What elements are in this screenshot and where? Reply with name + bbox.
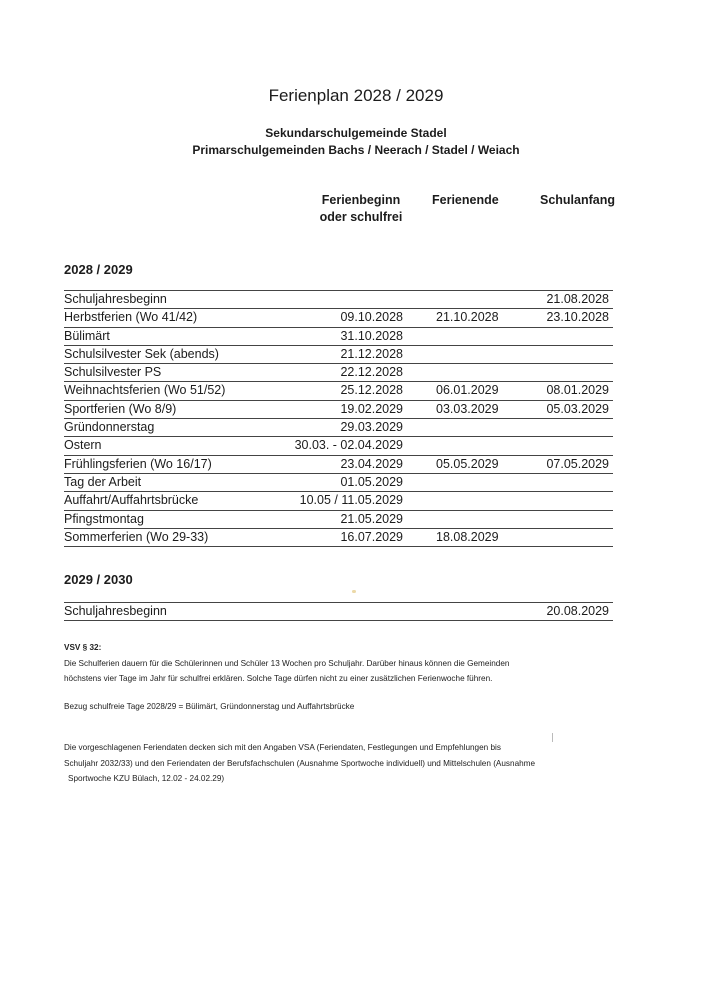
column-header-start-line2: oder schulfrei	[319, 210, 403, 224]
row-start-date: 22.12.2028	[340, 365, 403, 380]
table-row	[64, 309, 613, 327]
column-header-end: Ferienende	[432, 193, 499, 207]
row-start-date: 23.04.2029	[340, 456, 403, 471]
vsa-text-line: Die vorgeschlagenen Feriendaten decken sich mit den Angaben VSA (Feriendaten, Festlegungen und Empfehlungen bis	[64, 743, 501, 752]
table-row	[64, 474, 613, 492]
row-start-date: 16.07.2029	[340, 529, 403, 544]
row-label: Schulsilvester Sek (abends)	[64, 346, 219, 361]
table-row	[64, 346, 613, 364]
column-header-school-start: Schulanfang	[540, 193, 616, 207]
vsa-text-line: Sportwoche KZU Bülach, 12.02 - 24.02.29)	[68, 774, 225, 783]
bezug-note: Bezug schulfreie Tage 2028/29 = Bülimärt, Gründonnerstag und Auffahrtsbrücke	[64, 702, 355, 711]
row-end-date: 03.03.2029	[436, 401, 499, 416]
vsv-text-line: Die Schulferien dauern für die Schülerinnen und Schüler 13 Wochen pro Schuljahr. Darüber hinaus können die Gemeinden	[64, 658, 510, 668]
row-start-date: 19.02.2029	[340, 401, 403, 416]
row-label: Frühlingsferien (Wo 16/17)	[64, 456, 212, 471]
row-school-start: 07.05.2029	[546, 456, 609, 471]
subtitle-primary-schools: Primarschulgemeinden Bachs / Neerach / Stadel / Weiach	[192, 143, 520, 157]
table-row	[64, 602, 613, 621]
table-row	[64, 492, 613, 510]
table-row	[64, 529, 613, 547]
vsv-heading: VSV § 32:	[64, 643, 102, 652]
row-label: Tag der Arbeit	[64, 474, 142, 489]
row-end-date: 18.08.2029	[436, 529, 499, 544]
row-school-start: 08.01.2029	[546, 383, 609, 398]
row-start-date: 29.03.2029	[340, 420, 403, 435]
paper-speck	[352, 590, 356, 593]
page-title: Ferienplan 2028 / 2029	[268, 86, 444, 105]
row-label: Ostern	[64, 438, 102, 453]
vsv-note	[64, 640, 509, 687]
table-row	[64, 328, 613, 346]
row-label: Pfingstmontag	[64, 511, 144, 526]
holiday-table-2029-2030	[64, 602, 613, 621]
row-label: Sommerferien (Wo 29-33)	[64, 529, 209, 544]
section-title-2028-2029: 2028 / 2029	[64, 262, 133, 277]
row-start-date: 25.12.2028	[340, 383, 403, 398]
table-row	[64, 364, 613, 382]
row-label: Auffahrt/Auffahrtsbrücke	[64, 493, 199, 508]
row-label: Bülimärt	[64, 328, 110, 343]
row-start-date: 01.05.2029	[340, 474, 403, 489]
vsa-text-line: Schuljahr 2032/33) und den Feriendaten der Berufsfachschulen (Ausnahme Sportwoche individuell) und Mittelschulen (Ausnahme	[64, 758, 536, 768]
row-school-start: 21.08.2028	[546, 292, 609, 306]
row-start-date: 31.10.2028	[340, 328, 403, 343]
table-row	[64, 511, 613, 529]
row-school-start: 23.10.2028	[546, 310, 609, 325]
subtitle-secondary-school: Sekundarschulgemeinde Stadel	[265, 126, 447, 140]
row-label: Gründonnerstag	[64, 420, 155, 435]
table-row	[64, 382, 613, 400]
row-start-date: 21.05.2029	[340, 511, 403, 526]
column-header-start	[316, 192, 406, 226]
row-label: Schulsilvester PS	[64, 365, 162, 380]
row-start-date: 21.12.2028	[340, 346, 403, 361]
row-start-date: 09.10.2028	[340, 310, 403, 325]
row-label: Sportferien (Wo 8/9)	[64, 401, 177, 416]
table-row	[64, 437, 613, 455]
row-end-date: 06.01.2029	[436, 383, 499, 398]
row-end-date: 05.05.2029	[436, 456, 499, 471]
row-label: Herbstferien (Wo 41/42)	[64, 310, 198, 325]
table-row	[64, 290, 613, 309]
row-label: Schuljahresbeginn	[64, 292, 167, 306]
holiday-table-2028-2029	[64, 290, 613, 547]
row-label: Weihnachtsferien (Wo 51/52)	[64, 383, 226, 398]
table-row	[64, 456, 613, 474]
row-school-start: 05.03.2029	[546, 401, 609, 416]
row-start-date: 30.03. - 02.04.2029	[294, 438, 403, 453]
row-end-date: 21.10.2028	[436, 310, 499, 325]
scan-mark	[552, 733, 553, 742]
row-start-date: 10.05 / 11.05.2029	[299, 493, 403, 508]
table-row	[64, 419, 613, 437]
vsv-text-line: höchstens vier Tage im Jahr für schulfrei erklären. Solche Tage dürfen nicht zu einer zusätzlichen Ferienwoche führen.	[64, 674, 493, 683]
column-header-start-line1: Ferienbeginn	[321, 193, 401, 207]
vsa-note	[64, 740, 535, 787]
row-label: Schuljahresbeginn	[64, 604, 167, 618]
row-school-start: 20.08.2029	[546, 604, 609, 618]
section-title-2029-2030: 2029 / 2030	[64, 572, 133, 587]
table-row	[64, 401, 613, 419]
